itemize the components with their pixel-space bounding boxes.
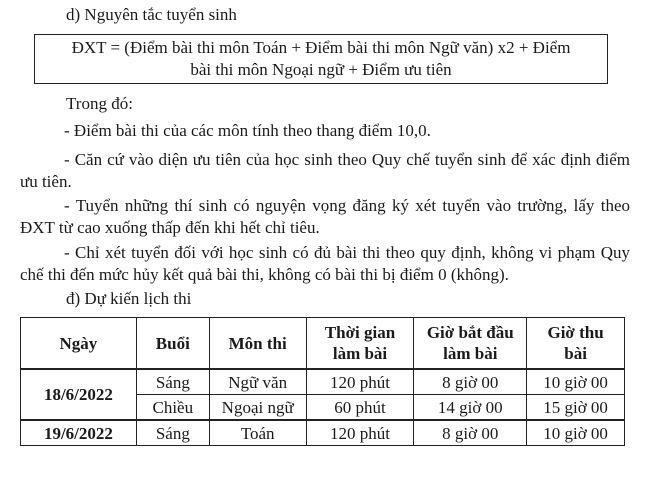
paragraph-priority: - Căn cứ vào diện ưu tiên của học sinh theo Quy chế tuyển sinh để xác định điểm ưu tiên. (20, 150, 630, 191)
where-label: Trong đó: (66, 94, 133, 113)
cell-subject: Ngoại ngữ (209, 395, 306, 421)
cell-duration: 60 phút (306, 395, 414, 421)
formula-box (34, 34, 608, 84)
cell-end-time: 10 giờ 00 (527, 369, 625, 395)
table-row (21, 369, 625, 395)
section-heading-admission-principles: d) Nguyên tắc tuyển sinh (66, 5, 237, 24)
section-heading-exam-schedule: đ) Dự kiến lịch thi (66, 289, 192, 308)
cell-duration: 120 phút (306, 420, 414, 446)
cell-end-time: 15 giờ 00 (527, 395, 625, 421)
exam-schedule-table (20, 317, 625, 446)
cell-subject: Toán (209, 420, 306, 446)
cell-date: 18/6/2022 (21, 369, 137, 420)
table-row (21, 420, 625, 446)
formula-line-2: bài thi môn Ngoại ngữ + Điểm ưu tiên (190, 60, 452, 79)
cell-session: Chiều (136, 395, 209, 421)
cell-end-time: 10 giờ 00 (527, 420, 625, 446)
cell-date: 19/6/2022 (21, 420, 137, 446)
paragraph-eligibility: - Chỉ xét tuyển đối với học sinh có đủ bài thi theo quy định, không vi phạm Quy chế thi đến mức hủy kết quả bài thi, không có bài thi bị điểm 0 (không). (20, 243, 630, 284)
header-session: Buổi (136, 318, 209, 370)
table-header-row (21, 318, 625, 370)
cell-session: Sáng (136, 369, 209, 395)
cell-start-time: 14 giờ 00 (414, 395, 527, 421)
formula-line-1: ĐXT = (Điểm bài thi môn Toán + Điểm bài thi môn Ngữ văn) x2 + Điểm (71, 38, 571, 57)
header-subject: Môn thi (209, 318, 306, 370)
cell-duration: 120 phút (306, 369, 414, 395)
header-end-time: Giờ thu bài (527, 318, 625, 370)
header-date: Ngày (21, 318, 137, 370)
paragraph-selection: - Tuyển những thí sinh có nguyện vọng đăng ký xét tuyển vào trường, lấy theo ĐXT từ cao xuống thấp đến khi hết chỉ tiêu. (20, 196, 630, 237)
paragraph-score-scale: - Điểm bài thi của các môn tính theo thang điểm 10,0. (64, 121, 431, 140)
cell-session: Sáng (136, 420, 209, 446)
cell-start-time: 8 giờ 00 (414, 420, 527, 446)
cell-subject: Ngữ văn (209, 369, 306, 395)
header-start-time: Giờ bắt đầu làm bài (414, 318, 527, 370)
cell-start-time: 8 giờ 00 (414, 369, 527, 395)
header-duration: Thời gian làm bài (306, 318, 414, 370)
